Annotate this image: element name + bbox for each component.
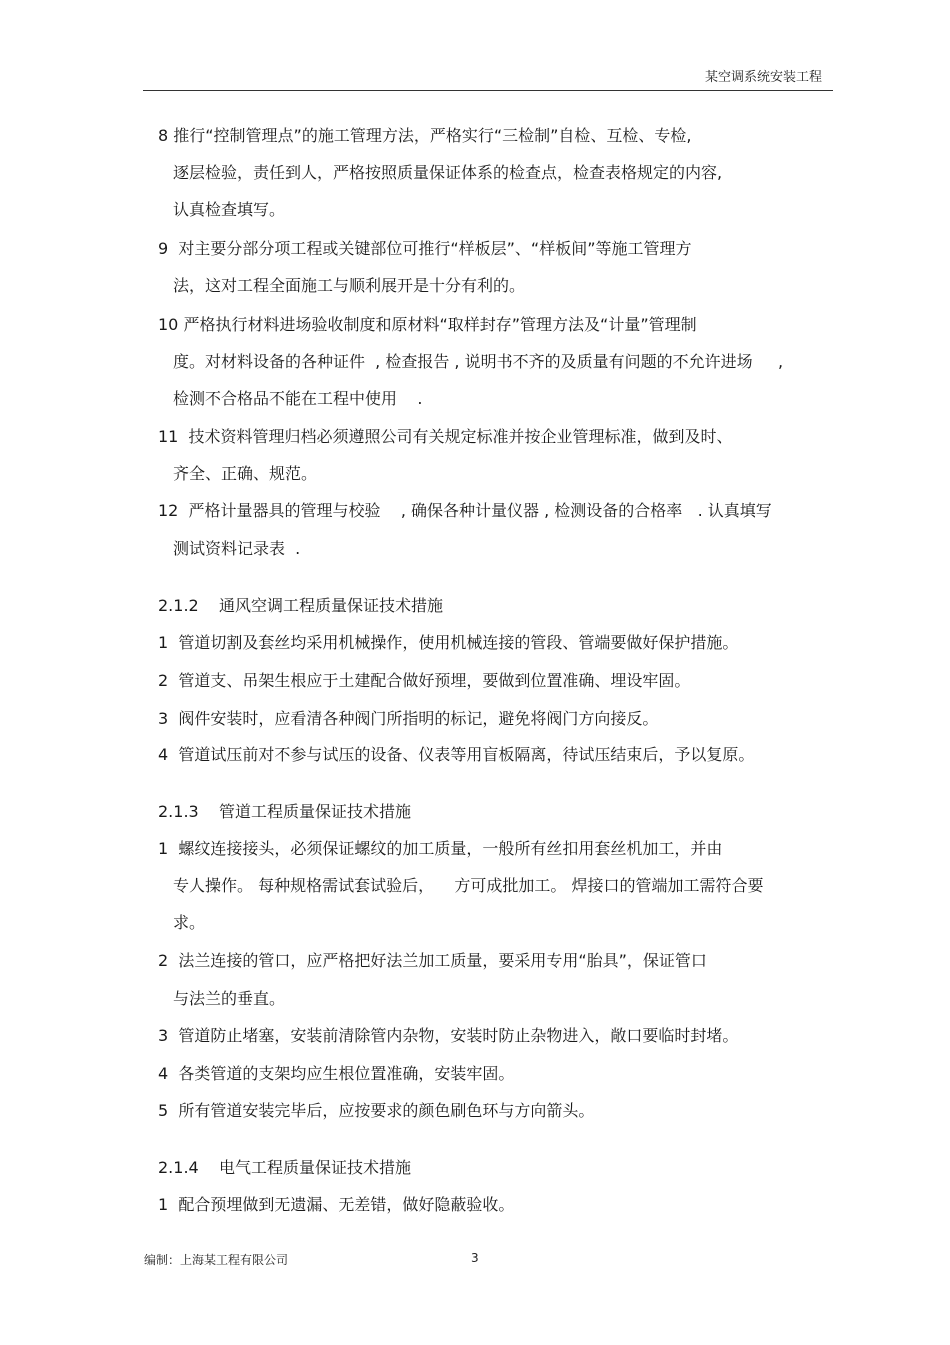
- section-heading-2-1-4: 2.1.4 电气工程质量保证技术措施: [158, 1158, 412, 1177]
- header-title: 某空调系统安装工程: [704, 70, 822, 85]
- item-10-line-3: 检测不合格品不能在工程中使用 .: [173, 389, 423, 408]
- section-heading-2-1-3: 2.1.3 管道工程质量保证技术措施: [158, 802, 412, 821]
- section-heading-2-1-2: 2.1.2 通风空调工程质量保证技术措施: [158, 596, 444, 615]
- header-divider: [143, 90, 833, 91]
- section-2-1-2-item-4: 4 管道试压前对不参与试压的设备、仪表等用盲板隔离，待试压结束后，予以复原。: [158, 745, 755, 764]
- item-11-line-1: 11 技术资料管理归档必须遵照公司有关规定标准并按企业管理标准，做到及时、: [158, 427, 733, 446]
- section-2-1-3-item-3: 3 管道防止堵塞，安装前清除管内杂物，安装时防止杂物进入，敞口要临时封堵。: [158, 1026, 739, 1045]
- page-number: 3: [471, 1251, 479, 1265]
- section-2-1-3-item-1-line-1: 1 螺纹连接接头，必须保证螺纹的加工质量，一般所有丝扣用套丝机加工，并由: [158, 839, 723, 858]
- item-8-line-1: 8 推行“控制管理点”的施工管理方法，严格实行“三检制”自检、互检、专检,: [158, 126, 692, 145]
- item-9-line-2: 法，这对工程全面施工与顺利展开是十分有利的。: [173, 276, 526, 295]
- item-10-line-1: 10 严格执行材料进场验收制度和原材料“取样封存”管理方法及“计量”管理制: [158, 315, 697, 334]
- section-2-1-3-item-2-line-2: 与法兰的垂直。: [173, 989, 286, 1008]
- footer-compiler: 编制：上海某工程有限公司: [144, 1253, 289, 1267]
- section-2-1-3-item-2-line-1: 2 法兰连接的管口，应严格把好法兰加工质量，要采用专用“胎具”，保证管口: [158, 951, 707, 970]
- section-2-1-2-item-2: 2 管道支、吊架生根应于土建配合做好预埋，要做到位置准确、埋设牢固。: [158, 671, 691, 690]
- section-2-1-2-item-1: 1 管道切割及套丝均采用机械操作，使用机械连接的管段、管端要做好保护措施。: [158, 633, 739, 652]
- item-9-line-1: 9 对主要分部分项工程或关键部位可推行“样板层”、“样板间”等施工管理方: [158, 239, 692, 258]
- section-2-1-3-item-1-line-2: 专人操作。 每种规格需试套试验后， 方可成批加工。 焊接口的管端加工需符合要: [173, 876, 764, 895]
- item-8-line-3: 认真检查填写。: [173, 200, 286, 219]
- item-12-line-2: 测试资料记录表 .: [173, 539, 301, 558]
- item-11-line-2: 齐全、正确、规范。: [173, 464, 318, 483]
- item-8-line-2: 逐层检验，责任到人，严格按照质量保证体系的检查点，检查表格规定的内容,: [173, 163, 723, 182]
- item-12-line-1: 12 严格计量器具的管理与校验 , 确保各种计量仪器 , 检测设备的合格率 . 认真填写: [158, 501, 772, 520]
- section-2-1-3-item-1-line-3: 求。: [173, 913, 206, 932]
- section-2-1-3-item-5: 5 所有管道安装完毕后，应按要求的颜色刷色环与方向箭头。: [158, 1101, 595, 1120]
- section-2-1-4-item-1: 1 配合预埋做到无遗漏、无差错，做好隐蔽验收。: [158, 1195, 515, 1214]
- section-2-1-2-item-3: 3 阀件安装时，应看清各种阀门所指明的标记，避免将阀门方向接反。: [158, 709, 659, 728]
- section-2-1-3-item-4: 4 各类管道的支架均应生根位置准确，安装牢固。: [158, 1064, 515, 1083]
- item-10-line-2: 度。对材料设备的各种证件 , 检查报告 , 说明书不齐的及质量有问题的不允许进场 ,: [173, 352, 784, 371]
